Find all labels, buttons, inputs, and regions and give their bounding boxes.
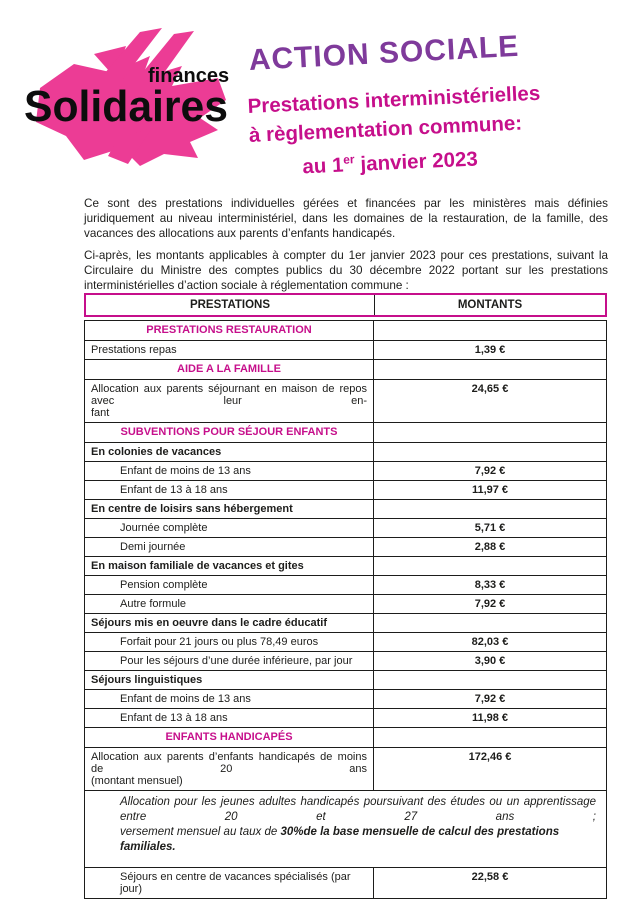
amount-cell: 8,33 €	[374, 576, 607, 595]
table-row-item	[85, 341, 607, 360]
prestation-cell: En centre de loisirs sans hébergement	[85, 500, 374, 519]
amount-cell: 5,71 €	[374, 519, 607, 538]
amount-cell	[374, 423, 607, 443]
prestation-cell: SUBVENTIONS POUR SÉJOUR ENFANTS	[85, 423, 374, 443]
table-row-sub	[85, 595, 607, 614]
table-row-sub	[85, 633, 607, 652]
prestation-cell: Prestations repas	[85, 341, 374, 360]
table-row-group	[85, 671, 607, 690]
prestation-cell: Pour les séjours d’une durée inférieure, par jour	[85, 652, 374, 671]
logo-finances-text: finances	[148, 65, 230, 87]
prestation-cell: Séjours en centre de vacances spécialisés (par jour)	[85, 868, 374, 899]
intro-text	[84, 196, 608, 300]
table-row-group	[85, 557, 607, 576]
table-row-item2	[85, 748, 607, 791]
table-body	[84, 320, 607, 899]
prestation-cell: Séjours mis en oeuvre dans le cadre éducatif	[85, 614, 374, 633]
note-line-2-regular: versement mensuel au taux de	[120, 826, 281, 838]
intro-paragraph-1: Ce sont des prestations individuelles gérées et financées par les ministères mais définies juridiquement au niveau interministériel, dans les domaines de la restauration, de la famille, des vacances des allocations aux parents d’enfants handicapés.	[84, 197, 608, 240]
amount-cell: 7,92 €	[374, 690, 607, 709]
prestation-cell: Pension complète	[85, 576, 374, 595]
note-line-2-bold: 30%de la base mensuelle de calcul des prestations familiales.	[120, 826, 560, 853]
prestation-cell: Enfant de moins de 13 ans	[85, 462, 374, 481]
prestation-cell: Forfait pour 21 jours ou plus 78,49 euros	[85, 633, 374, 652]
amount-cell: 3,90 €	[374, 652, 607, 671]
table-row-section	[85, 360, 607, 380]
prestation-label-line: fant	[91, 407, 110, 419]
prestation-cell: En colonies de vacances	[85, 443, 374, 462]
amount-cell	[374, 557, 607, 576]
prestation-cell: Enfant de 13 à 18 ans	[85, 481, 374, 500]
table-row-sub	[85, 709, 607, 728]
amount-cell	[374, 500, 607, 519]
table-row-sub	[85, 462, 607, 481]
amount-cell	[374, 728, 607, 748]
amount-cell: 82,03 €	[374, 633, 607, 652]
prestation-cell: Journée complète	[85, 519, 374, 538]
table-row-group	[85, 500, 607, 519]
table-row-sub	[85, 481, 607, 500]
note-line-1: Allocation pour les jeunes adultes handicapés poursuivant des études ou un apprentissage entre 20 et 27 ans ;	[120, 796, 596, 823]
amount-cell: 11,98 €	[374, 709, 607, 728]
prestation-cell: Enfant de moins de 13 ans	[85, 690, 374, 709]
prestation-cell: Enfant de 13 à 18 ans	[85, 709, 374, 728]
table-row-sub	[85, 576, 607, 595]
column-header-montants: MONTANTS	[457, 299, 523, 311]
prestation-cell	[85, 380, 374, 423]
note-cell	[85, 791, 607, 868]
table-row-sub	[85, 652, 607, 671]
amount-cell: 11,97 €	[374, 481, 607, 500]
amount-cell	[374, 671, 607, 690]
table-row-sub	[85, 538, 607, 557]
prestation-cell: Séjours linguistiques	[85, 671, 374, 690]
page-subtitle	[247, 76, 611, 184]
prestation-cell: En maison familiale de vacances et gites	[85, 557, 374, 576]
intro-paragraph-2: Ci-après, les montants applicables à compter du 1er janvier 2023 pour ces prestations, suivant la Circulaire du Ministre des comptes publics du 30 décembre 2022 portant sur les prestations interministérielles d’action sociale à réglementation commune :	[84, 249, 608, 292]
table-row-group	[85, 443, 607, 462]
date-superscript: er	[342, 152, 355, 167]
table-row-sub	[85, 519, 607, 538]
amount-cell: 7,92 €	[374, 595, 607, 614]
table-row-section	[85, 423, 607, 443]
date-suffix: janvier 2023	[354, 147, 479, 177]
prestation-label-line: Allocation aux parents séjournant en maison de repos avec leur en-	[91, 383, 367, 407]
column-header-prestations: PRESTATIONS	[86, 295, 375, 315]
prestation-cell	[85, 748, 374, 791]
amount-cell	[374, 321, 607, 341]
amount-cell	[374, 443, 607, 462]
prestation-label-line: (montant mensuel)	[91, 775, 183, 787]
amount-cell	[374, 360, 607, 380]
amount-cell: 22,58 €	[374, 868, 607, 899]
prestation-cell: Autre formule	[85, 595, 374, 614]
amount-cell: 2,88 €	[374, 538, 607, 557]
subtitle-line-1: Prestations interministérielles	[247, 81, 541, 118]
date-prefix: au 1	[301, 153, 344, 179]
prestation-label-line: Allocation aux parents d’enfants handicapés de moins de 20 ans	[91, 751, 367, 775]
prestation-cell: Demi journée	[85, 538, 374, 557]
amount-cell: 24,65 €	[374, 380, 607, 423]
solidaires-finances-logo	[22, 26, 234, 166]
table-row-sub	[85, 690, 607, 709]
table-row-note	[85, 791, 607, 868]
amount-cell	[374, 614, 607, 633]
table-row-item2	[85, 380, 607, 423]
amount-cell: 7,92 €	[374, 462, 607, 481]
table-row-section	[85, 321, 607, 341]
prestation-cell: PRESTATIONS RESTAURATION	[85, 321, 374, 341]
table-header-row	[84, 293, 607, 317]
benefits-table	[84, 293, 607, 899]
amount-cell: 1,39 €	[374, 341, 607, 360]
table-row-section	[85, 728, 607, 748]
table-row-group	[85, 614, 607, 633]
table-row-sub	[85, 868, 607, 899]
subtitle-line-2: à règlementation commune:	[248, 111, 523, 147]
prestation-cell: AIDE A LA FAMILLE	[85, 360, 374, 380]
page-title: ACTION SOCIALE	[248, 29, 521, 77]
logo-solidaires-text: Solidaires	[24, 82, 228, 131]
prestation-cell: ENFANTS HANDICAPÉS	[85, 728, 374, 748]
amount-cell: 172,46 €	[374, 748, 607, 791]
note-line-2	[120, 825, 596, 855]
logo-splash-graphic	[22, 26, 234, 166]
